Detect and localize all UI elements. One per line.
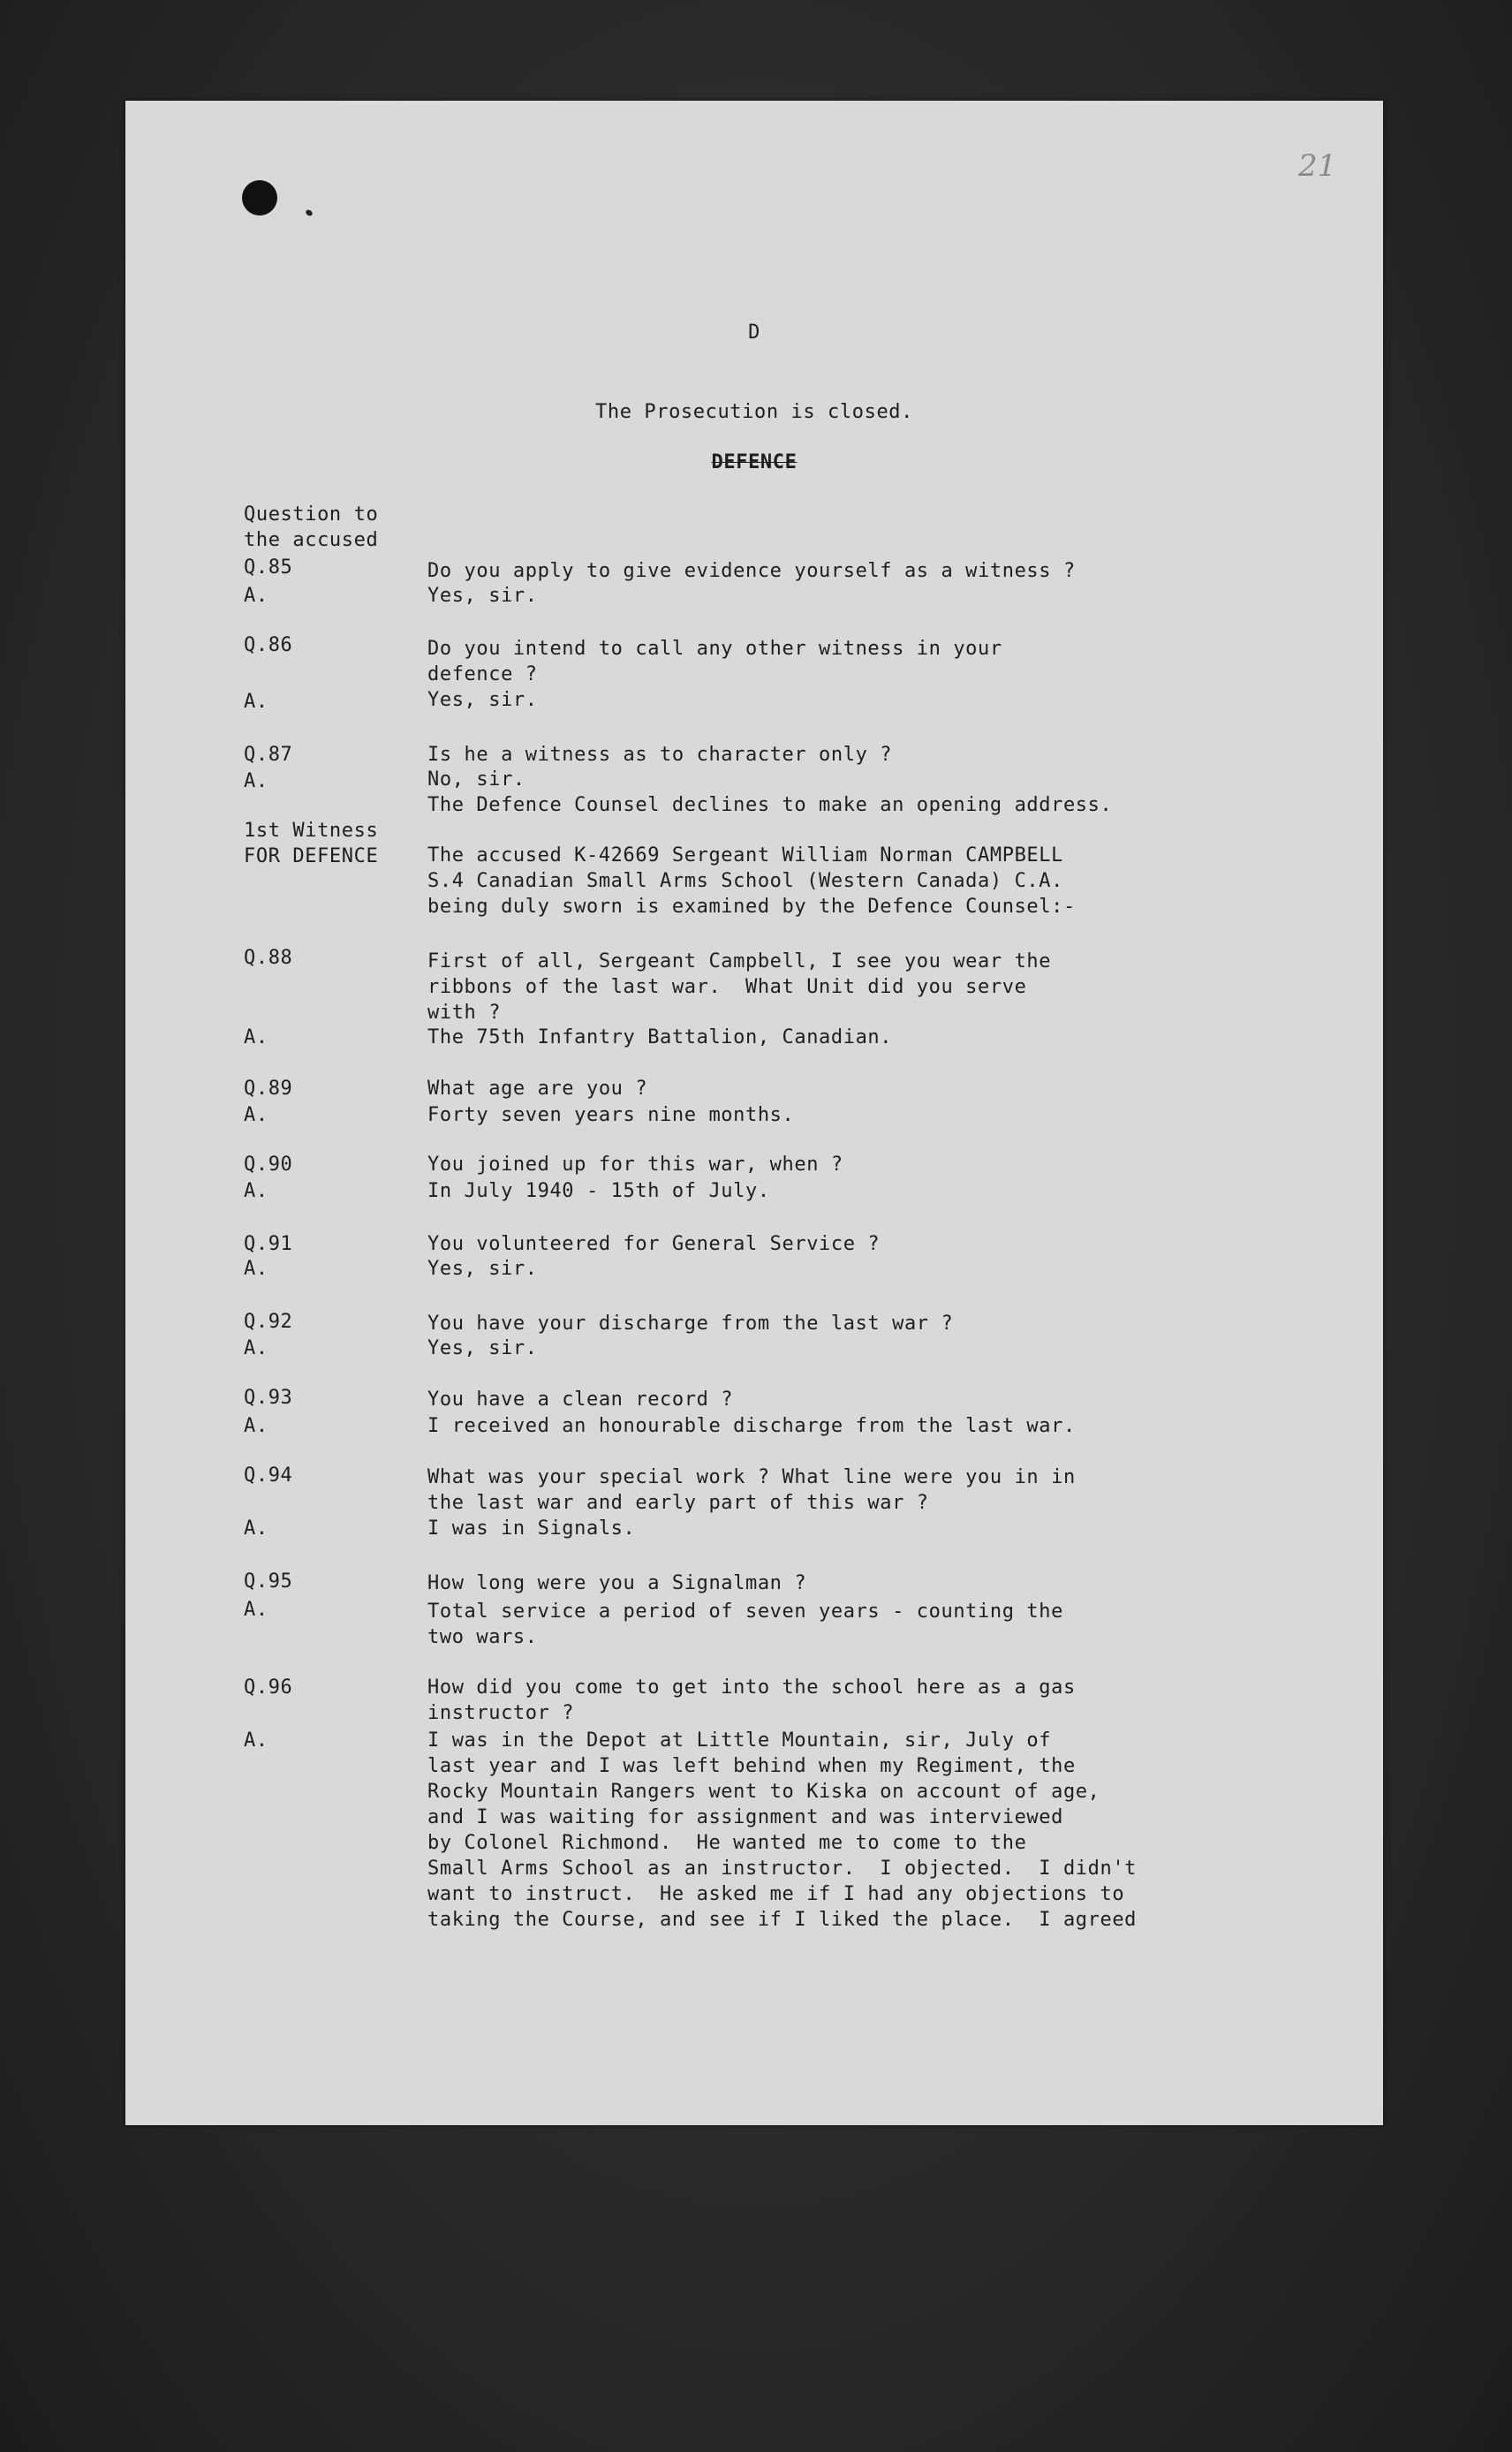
label-q88: Q.88 <box>244 947 293 969</box>
page-number: 21 <box>1298 148 1337 184</box>
text-q96: How did you come to get into the school here as a gas instructor ? <box>427 1676 1076 1724</box>
text-q94: What was your special work ? What line were you in in the last war and early part of this war ? <box>427 1466 1076 1514</box>
text-a86: Yes, sir. <box>427 689 538 711</box>
text-q93: You have a clean record ? <box>427 1389 734 1411</box>
label-a93: A. <box>244 1415 268 1437</box>
defence-heading: DEFENCE <box>711 451 798 473</box>
text-q90: You joined up for this war, when ? <box>427 1154 843 1176</box>
text-a85: Yes, sir. <box>427 585 538 607</box>
label-q92: Q.92 <box>244 1311 293 1333</box>
ink-blot-mark <box>242 180 277 216</box>
text-a91: Yes, sir. <box>427 1258 538 1280</box>
section-letter: D <box>748 322 760 344</box>
prosecution-closed-line: The Prosecution is closed. <box>595 401 913 423</box>
label-q96: Q.96 <box>244 1676 293 1699</box>
label-a87: A. <box>244 770 268 792</box>
text-q89: What age are you ? <box>427 1078 648 1100</box>
text-a87: No, sir. The Defence Counsel declines to make an opening address. <box>427 768 1113 816</box>
label-first-witness: 1st Witness FOR DEFENCE <box>244 820 379 867</box>
text-first-witness: The accused K-42669 Sergeant William Norman CAMPBELL S.4 Canadian Small Arms School (Western Canada) C.A. being duly sworn is examined by the Defence Counsel:- <box>427 844 1076 918</box>
label-q85: Q.85 <box>244 556 293 579</box>
label-q94: Q.94 <box>244 1464 293 1487</box>
text-a95: Total service a period of seven years - counting the two wars. <box>427 1601 1063 1648</box>
text-q88: First of all, Sergeant Campbell, I see you wear the ribbons of the last war. What Unit did you serve with ? <box>427 950 1052 1024</box>
label-q90: Q.90 <box>244 1154 293 1176</box>
text-a90: In July 1940 - 15th of July. <box>427 1180 770 1202</box>
label-question-to-accused: Question to the accused <box>244 503 379 551</box>
label-a92: A. <box>244 1337 268 1359</box>
label-q95: Q.95 <box>244 1570 293 1593</box>
label-a96: A. <box>244 1729 268 1752</box>
text-q86: Do you intend to call any other witness in your defence ? <box>427 638 1002 685</box>
label-a90: A. <box>244 1180 268 1202</box>
label-a91: A. <box>244 1258 268 1280</box>
text-a89: Forty seven years nine months. <box>427 1104 795 1126</box>
label-a86: A. <box>244 691 268 713</box>
label-a95: A. <box>244 1599 268 1621</box>
text-q85: Do you apply to give evidence yourself as a witness ? <box>427 560 1076 582</box>
label-q86: Q.86 <box>244 634 293 656</box>
text-a94: I was in Signals. <box>427 1517 636 1540</box>
label-a85: A. <box>244 585 268 607</box>
text-q91: You volunteered for General Service ? <box>427 1233 881 1255</box>
label-a88: A. <box>244 1026 268 1048</box>
label-q93: Q.93 <box>244 1387 293 1409</box>
label-q89: Q.89 <box>244 1078 293 1100</box>
text-a93: I received an honourable discharge from the last war. <box>427 1415 1076 1437</box>
text-a92: Yes, sir. <box>427 1337 538 1359</box>
text-q95: How long were you a Signalman ? <box>427 1572 807 1594</box>
label-a94: A. <box>244 1517 268 1540</box>
text-q87: Is he a witness as to character only ? <box>427 744 893 766</box>
label-q91: Q.91 <box>244 1233 293 1255</box>
text-a88: The 75th Infantry Battalion, Canadian. <box>427 1026 893 1048</box>
label-a89: A. <box>244 1104 268 1126</box>
text-q92: You have your discharge from the last war ? <box>427 1313 954 1335</box>
text-a96: I was in the Depot at Little Mountain, sir, July of last year and I was left behind when my Regiment, the Rocky Mountain Rangers went to Kiska on account of age, and I was waiting for assignment and was interviewed by Colonel Richmond. He wanted me to come to the Small Arms School as an instructor. I objected. I didn't want to instruct. He asked me if I had any objections to taking the Course, and see if I liked the place. I agreed <box>427 1729 1138 1931</box>
label-q87: Q.87 <box>244 744 293 766</box>
